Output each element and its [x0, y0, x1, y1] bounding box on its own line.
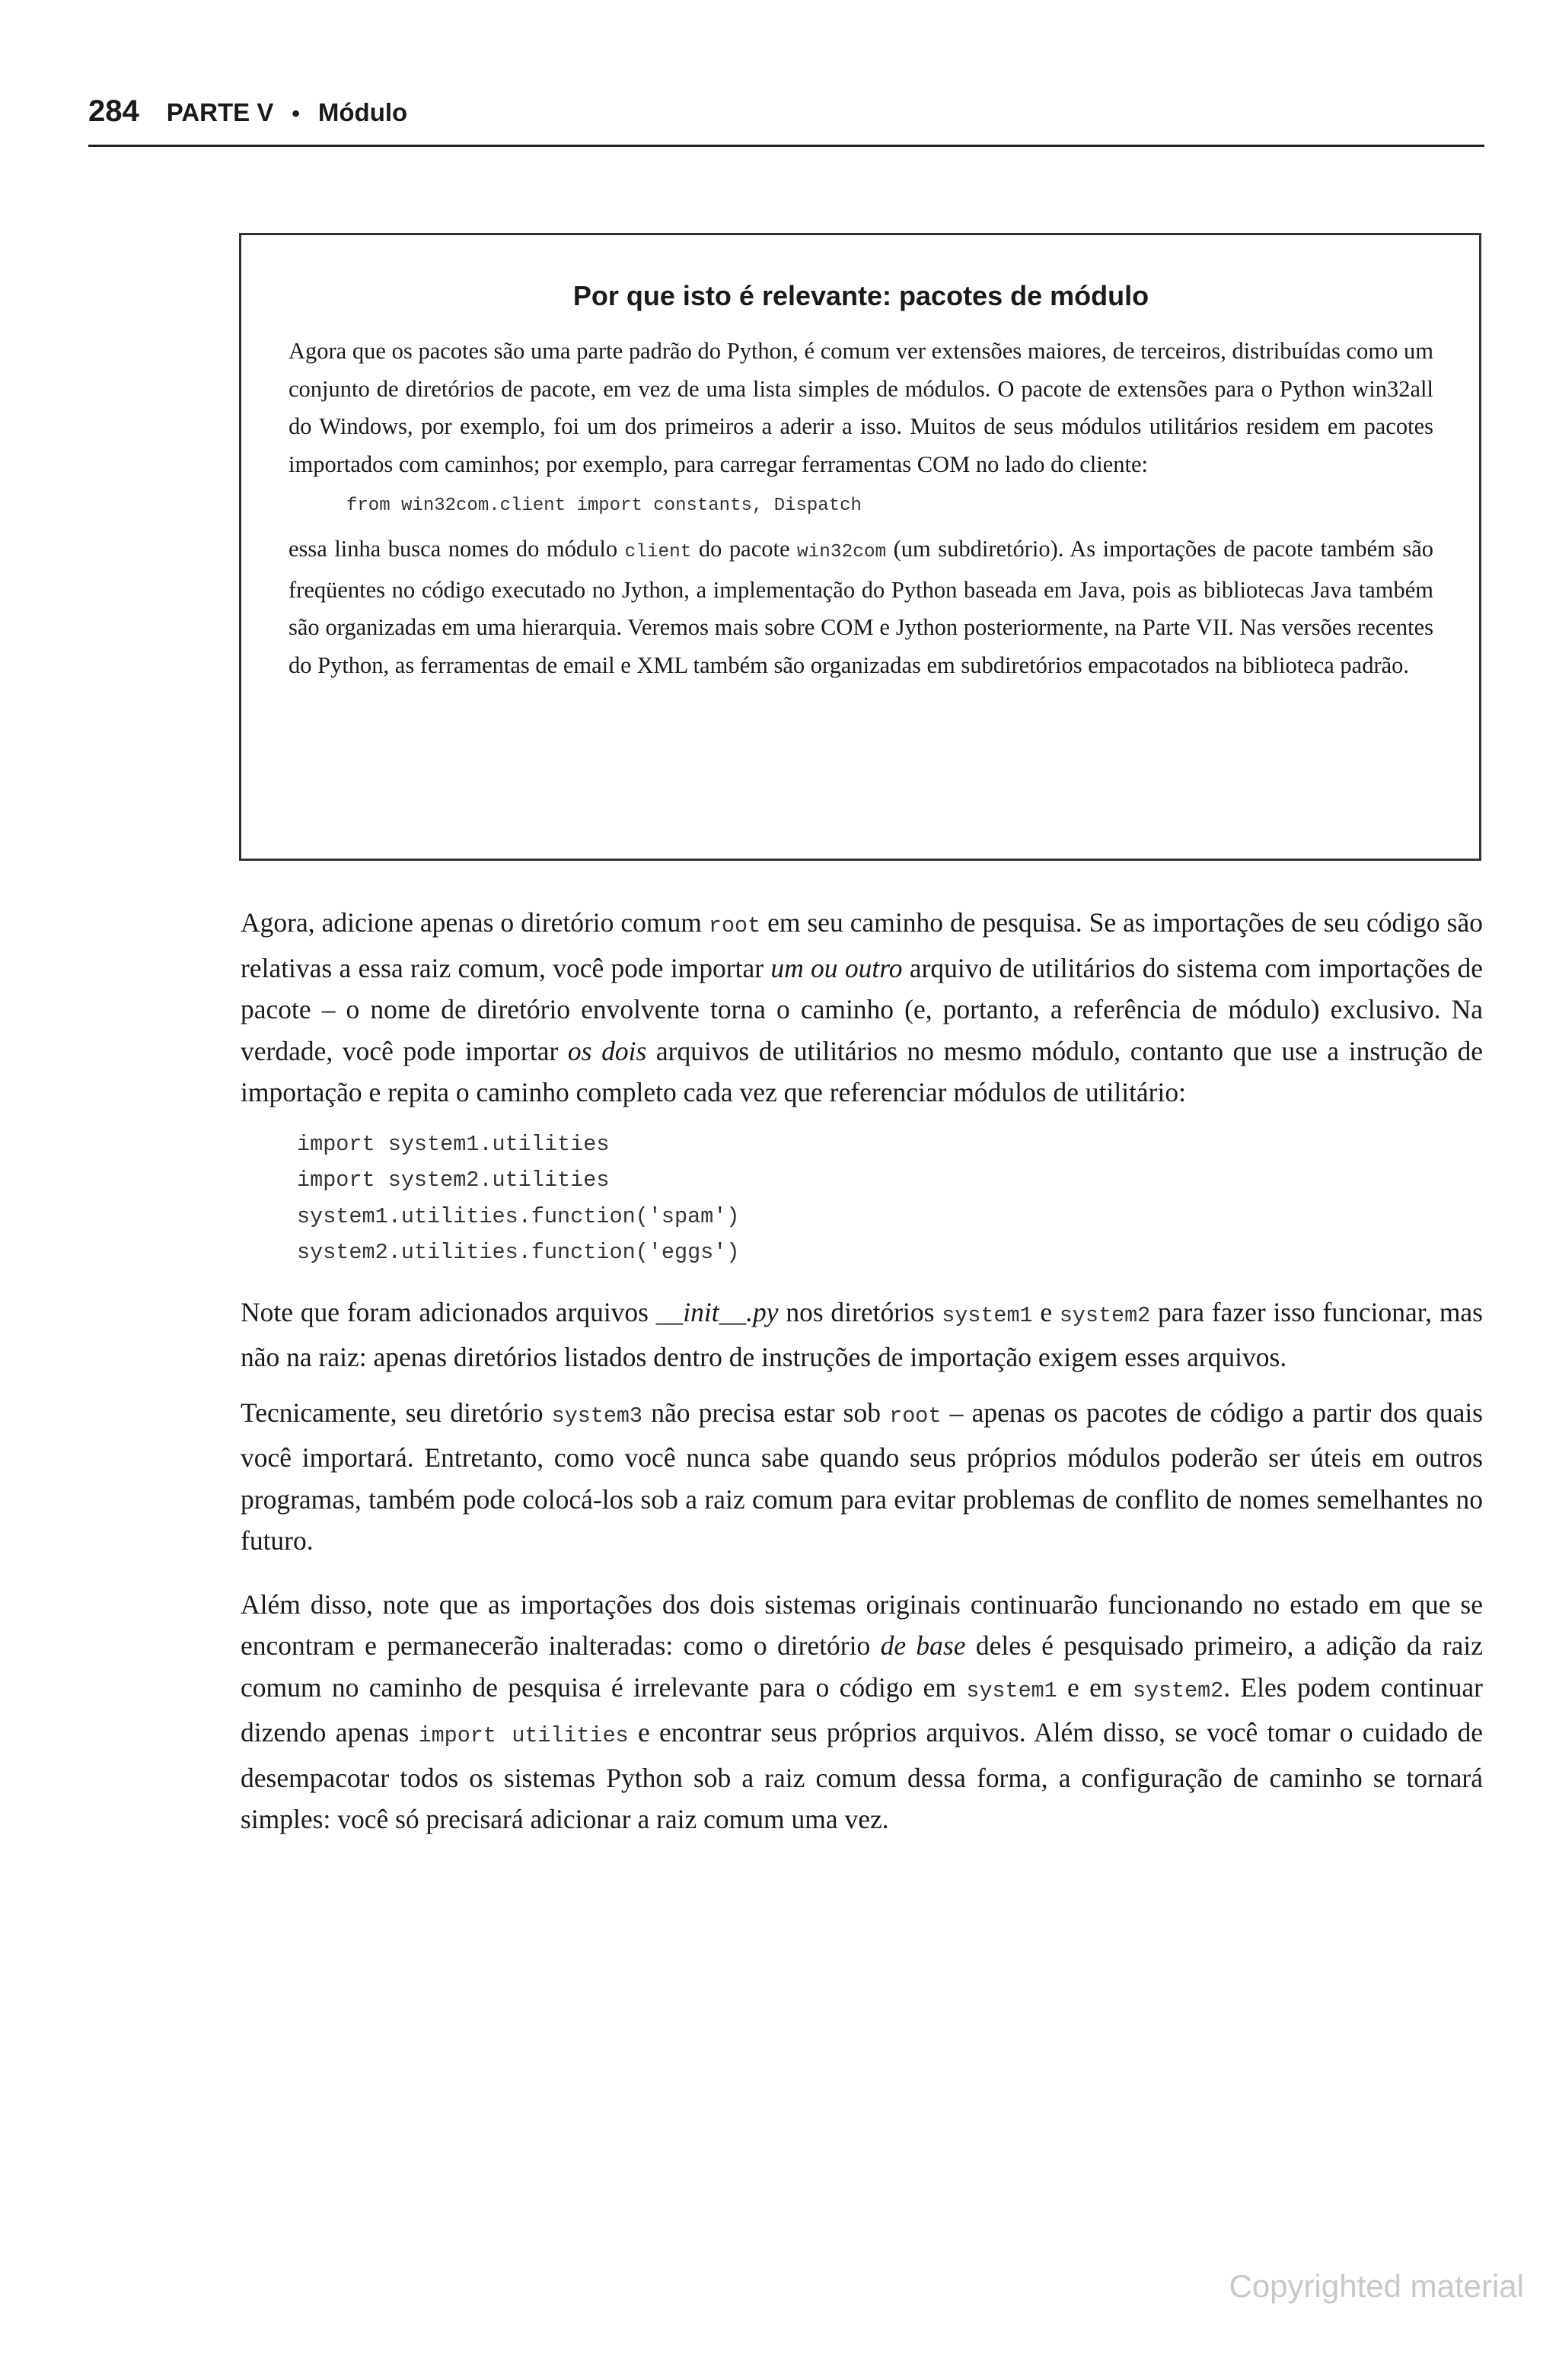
inline-code: system3 — [551, 1403, 642, 1429]
inline-code: root — [708, 913, 761, 938]
body-paragraph: Tecnicamente, seu diretório system3 não precisa estar sob root – apenas os pacotes de código a partir dos quais você importará. Entretanto, como você nunca sabe quando seus próprios módulos poderão ser úteis em outros programas, também pode colocá-los sob a raiz comum para evitar problemas de conflito de nomes semelhantes no futuro. — [241, 1397, 1483, 1556]
inline-code: system1 — [966, 1677, 1057, 1703]
running-header — [88, 96, 1484, 147]
body-paragraph: Além disso, note que as importações dos dois sistemas originais continuarão funcionando no estado em que se encontram e permanecerão inalteradas: como o diretório de base deles é pesquisado primeiro, a adição da raiz comum no caminho de pesquisa é irrelevante para o código em system1 e em system2. Eles podem continuar dizendo apenas import utilities e encontrar seus próprios arquivos. Além disso, se você tomar o cuidado de desempacotar todos os sistemas Python sob a raiz comum dessa forma, a configuração de caminho se tornará simples: você só precisará adicionar a raiz comum uma vez. — [241, 1588, 1483, 1834]
inline-code: system1 — [942, 1302, 1033, 1328]
sidebar-box — [239, 233, 1481, 861]
emphasis: um ou outro — [770, 952, 903, 983]
page-number: 284 — [88, 94, 139, 128]
sidebar-paragraph: essa linha busca nomes do módulo client do pacote win32com (um subdiretório). As importações de pacote também são freqüentes no código executado no Jython, a implementação do Python baseada em Java, pois as bibliotecas Java também são organizadas em uma hierarquia. Veremos mais sobre COM e Jython posteriormente, na Parte VII. Nas versões recentes do Python, as ferramentas de email e XML também são organizadas em subdiretórios empacotados na biblioteca padrão. — [289, 536, 1433, 678]
inline-code: system2 — [1132, 1677, 1224, 1703]
header-bullet: • — [292, 101, 300, 126]
emphasis: de base — [880, 1630, 966, 1661]
body-paragraph: Note que foram adicionados arquivos __init__.py nos diretórios system1 e system2 para fazer isso funcionar, mas não na raiz: apenas diretórios listados dentro de instruções de importação exigem esses arquivos. — [241, 1296, 1483, 1372]
sidebar-title: Por que isto é relevante: pacotes de módulo — [572, 280, 1149, 311]
sidebar-paragraph: Agora que os pacotes são uma parte padrão do Python, é comum ver extensões maiores, de terceiros, distribuídas como um conjunto de diretórios de pacote, em vez de uma lista simples de módulos. O pacote de extensões para o Python win32all do Windows, por exemplo, foi um dos primeiros a aderir a isso. Muitos de seus módulos utilitários residem em pacotes importados com caminhos; por exemplo, para carregar ferramentas COM no lado do cliente: — [289, 338, 1433, 477]
inline-code: import utilities — [418, 1723, 629, 1748]
section-label: Módulo — [317, 98, 408, 126]
main-text — [241, 902, 1483, 1862]
emphasis: os dois — [567, 1035, 647, 1066]
emphasis: __init__.py — [655, 1296, 779, 1327]
code-block: import system1.utilities import system2.utilities system1.utilities.function('spam') system2.utilities.function('eggs') — [297, 1131, 740, 1265]
part-label: PARTE V — [166, 98, 274, 126]
inline-code: client — [624, 542, 692, 562]
body-paragraph: Agora, adicione apenas o diretório comum root em seu caminho de pesquisa. Se as importações de seu código são relativas a essa raiz comum, você pode importar um ou outro arquivo de utilitários do sistema com importações de pacote – o nome de diretório envolvente torna o caminho (e, portanto, a referência de módulo) exclusivo. Na verdade, você pode importar os dois arquivos de utilitários no mesmo módulo, contanto que use a instrução de importação e repita o caminho completo cada vez que referenciar módulos de utilitário: — [241, 907, 1484, 1107]
copyright-watermark: Copyrighted material — [1229, 2268, 1524, 2304]
sidebar-code: from win32com.client import constants, Dispatch — [346, 495, 862, 516]
inline-code: system2 — [1059, 1302, 1151, 1328]
inline-code: root — [889, 1403, 942, 1429]
inline-code: win32com — [797, 542, 887, 562]
